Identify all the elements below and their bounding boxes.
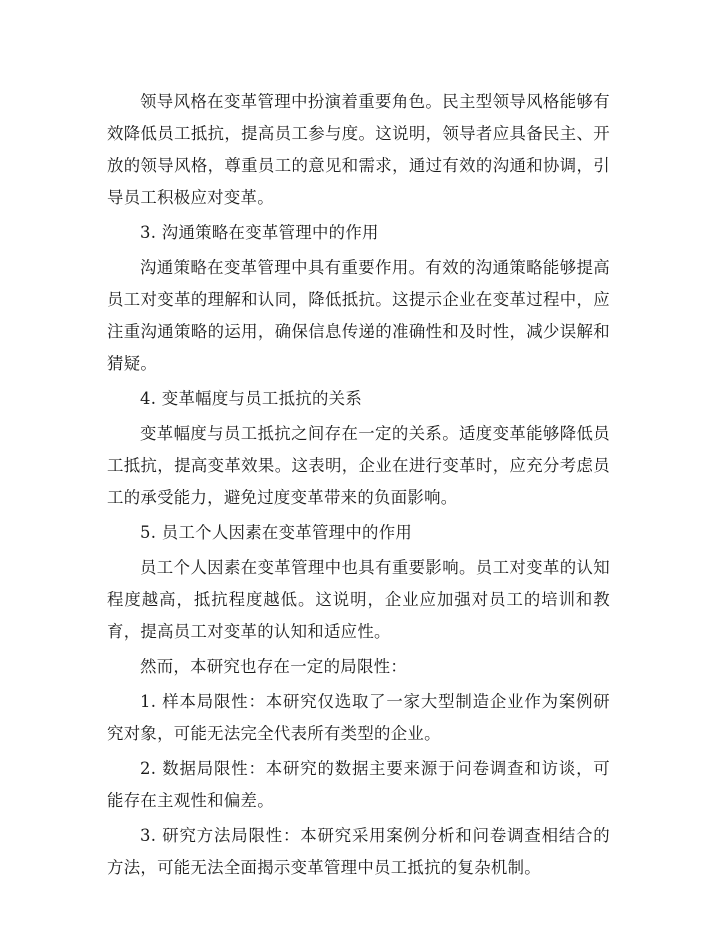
limitation-method: 3. 研究方法局限性：本研究采用案例分析和问卷调查相结合的方法，可能无法全面揭示变革管理中员工抵抗的复杂机制。 — [107, 826, 610, 877]
paragraph-leadership-style: 领导风格在变革管理中扮演着重要角色。民主型领导风格能够有效降低员工抵抗，提高员工参与度。这说明，领导者应具备民主、开放的领导风格，尊重员工的意见和需求，通过有效的沟通和协调，引导员工积极应对变革。 — [107, 92, 610, 207]
limitation-data: 2. 数据局限性：本研究的数据主要来源于问卷调查和访谈，可能存在主观性和偏差。 — [107, 759, 610, 810]
document-page — [107, 86, 610, 884]
heading-personal-factors: 5. 员工个人因素在变革管理中的作用 — [140, 523, 413, 542]
paragraph-communication-strategy: 沟通策略在变革管理中具有重要作用。有效的沟通策略能够提高员工对变革的理解和认同，降低抵抗。这提示企业在变革过程中，应注重沟通策略的运用，确保信息传递的准确性和及时性，减少误解和猜疑。 — [107, 258, 610, 373]
paragraph-personal-factors: 员工个人因素在变革管理中也具有重要影响。员工对变革的认知程度越高，抵抗程度越低。这说明，企业应加强对员工的培训和教育，提高员工对变革的认知和适应性。 — [107, 558, 610, 641]
paragraph-limitations-intro: 然而，本研究也存在一定的局限性： — [140, 657, 408, 676]
paragraph-change-magnitude: 变革幅度与员工抵抗之间存在一定的关系。适度变革能够降低员工抵抗，提高变革效果。这表明，企业在进行变革时，应充分考虑员工的承受能力，避免过度变革带来的负面影响。 — [107, 424, 610, 507]
heading-communication-strategy: 3. 沟通策略在变革管理中的作用 — [140, 223, 379, 242]
heading-change-magnitude: 4. 变革幅度与员工抵抗的关系 — [140, 389, 363, 408]
limitation-sample: 1. 样本局限性：本研究仅选取了一家大型制造企业作为案例研究对象，可能无法完全代表所有类型的企业。 — [107, 692, 610, 743]
